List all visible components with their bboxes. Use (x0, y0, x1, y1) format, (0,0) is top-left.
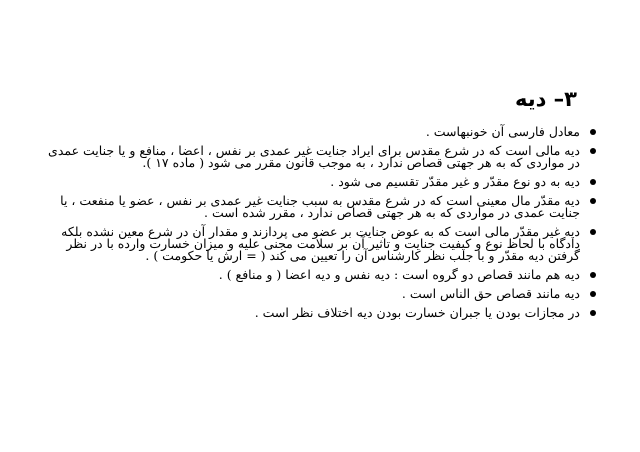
bullet-item-groups (46, 269, 596, 281)
bullet-text: دیه غیر مقدّر مالی است که به عوض جنایت بر عضو می پردازند و مقدار آن در شرع معین نشده بلکه دادگاه با لحاظ نوع و کیفیت جنایت و تاثیر آن بر سلامت مجنی علیه و میزان خسارت وارده با در نظر گرفتن دیه مقدّر و با جلب نظر کارشناس آن را تعیین می کند ( = ارش یا حکومت ) . (61, 224, 580, 263)
bullet-item-types (46, 176, 596, 188)
bullet-item-fixed-diya (46, 195, 596, 219)
bullet-dot-icon (590, 291, 596, 297)
bullet-text: معادل فارسی آن خونبهاست . (425, 124, 580, 139)
bullet-text: در مجازات بودن یا جبران خسارت بودن دیه اختلاف نظر است . (254, 305, 580, 320)
bullet-list (46, 126, 596, 326)
bullet-dot-icon (590, 129, 596, 135)
bullet-item-definition (46, 145, 596, 169)
bullet-dot-icon (590, 229, 596, 235)
bullet-text: دیه مقدّر مال معینی است که در شرع مقدس به سبب جنایت غیر عمدی بر نفس ، عضو یا منفعت ، یا جنایت عمدی در مواردی که به هر جهتی قصاص ندارد ، مقرر شده است . (60, 193, 580, 220)
bullet-dot-icon (590, 179, 596, 185)
bullet-dot-icon (590, 272, 596, 278)
bullet-text: دیه به دو نوع مقدّر و غیر مقدّر تقسیم می شود . (330, 174, 580, 189)
bullet-item-private-right (46, 288, 596, 300)
bullet-text: دیه مالی است که در شرع مقدس برای ایراد جنایت غیر عمدی بر نفس ، اعضا ، منافع و یا جنایت عمدی در مواردی که به هر جهتی قصاص ندارد ، به موجب قانون مقرر می شود ( ماده ۱۷ ). (48, 143, 580, 170)
bullet-item-unfixed-diya (46, 226, 596, 262)
bullet-dot-icon (590, 310, 596, 316)
bullet-dot-icon (590, 198, 596, 204)
bullet-item-equivalent (46, 126, 596, 138)
bullet-item-disagreement (46, 307, 596, 319)
bullet-dot-icon (590, 148, 596, 154)
slide-title: ۳– دیه (514, 87, 577, 111)
bullet-text: دیه هم مانند قصاص دو گروه است : دیه نفس و دیه اعضا ( و منافع ) . (218, 267, 580, 282)
bullet-text: دیه مانند قصاص حق الناس است . (401, 286, 580, 301)
